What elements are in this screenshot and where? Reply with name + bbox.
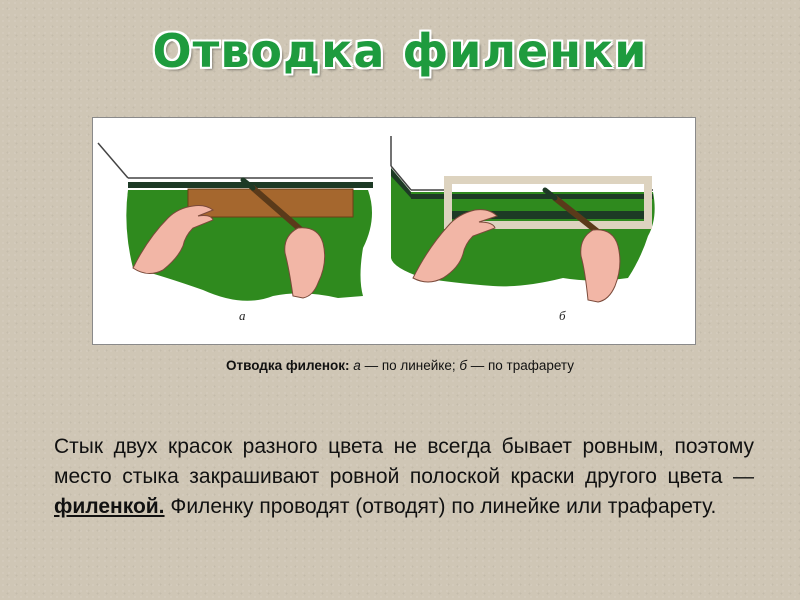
caption-b-text: — по трафарету [466,358,575,373]
illustration-svg [93,118,695,344]
slide-title: Отводка филенки [152,24,648,78]
caption-lead: Отводка филенок: [225,358,350,373]
figure-caption [0,358,800,373]
body-part1: Стык двух красок разного цвета не всегда бывает ровным, поэтому место стыка закрашивают ровной полоской краски другого цвета — [54,435,754,488]
caption-a-letter: а [353,358,361,373]
panel-b-drawing [391,136,655,302]
caption-a-text: — по линейке; [360,358,460,373]
illustration [92,117,696,345]
caption-b-letter: б [459,358,467,373]
body-part2: Филенку проводят (отводят) по линейке или трафарету. [164,495,717,518]
panel-a-drawing [98,143,373,301]
body-paragraph [54,432,754,522]
panel-b-label: б [559,308,566,323]
panel-a-label: а [239,308,246,323]
body-term-link[interactable]: филенкой. [54,495,165,518]
